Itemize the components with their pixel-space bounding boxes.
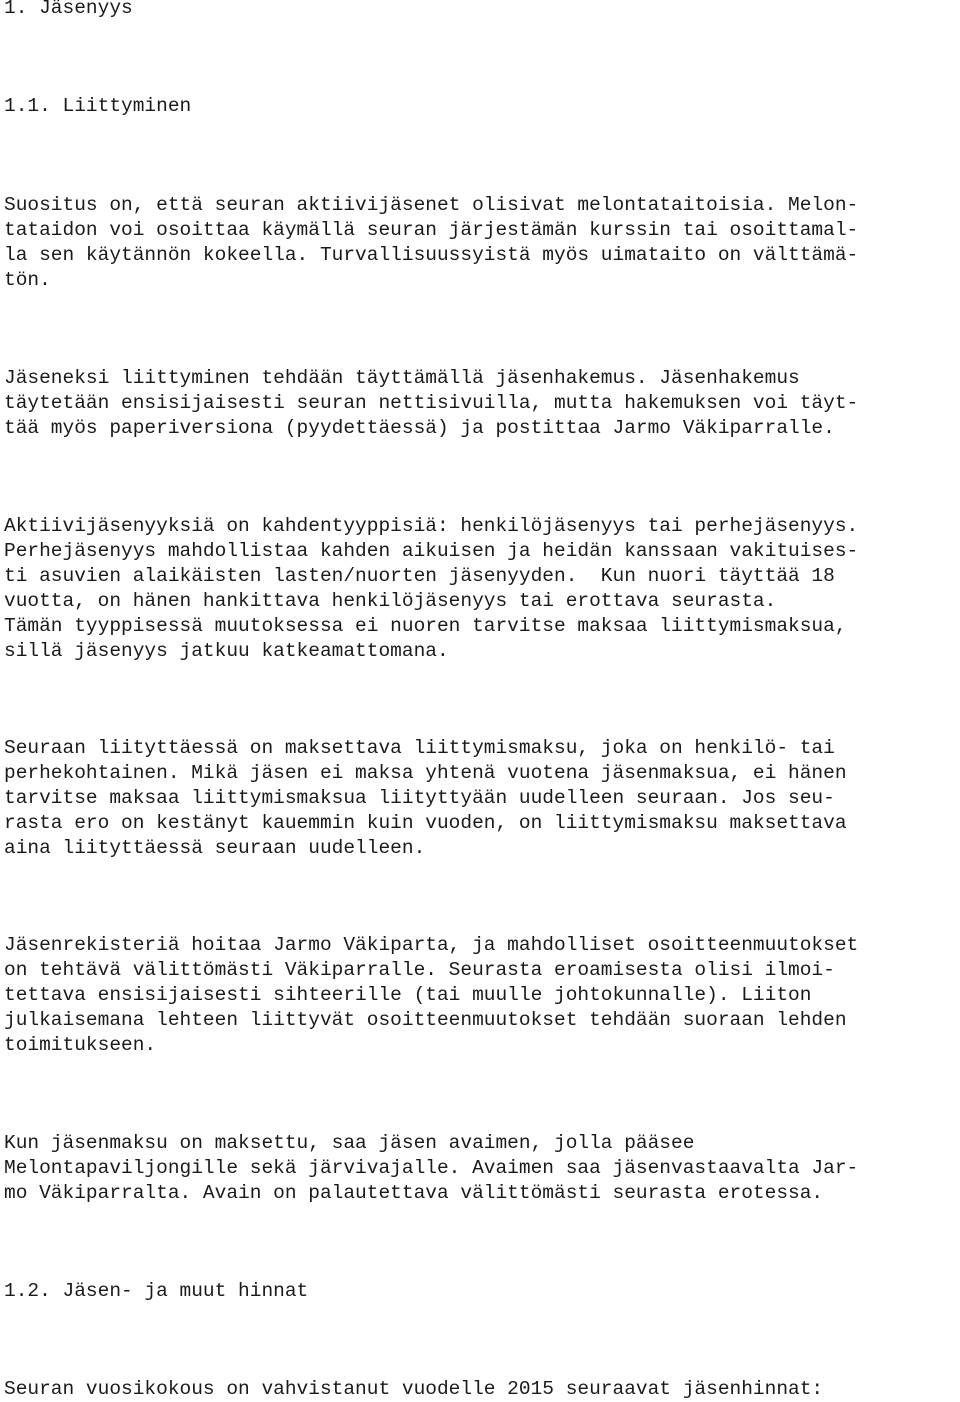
paragraph-line: Kun jäsenmaksu on maksettu, saa jäsen avaimen, jolla pääsee <box>4 1132 695 1154</box>
paragraph-line: ti asuvien alaikäisten lasten/nuorten jäsenyyden. Kun nuori täyttää 18 <box>4 565 835 587</box>
paragraph-line: on tehtävä välittömästi Väkiparralle. Seurasta eroamisesta olisi ilmoi- <box>4 959 835 981</box>
paragraph-line: Jäsenrekisteriä hoitaa Jarmo Väkiparta, ja mahdolliset osoitteenmuutokset <box>4 934 859 956</box>
paragraph-line: tataidon voi osoittaa käymällä seuran järjestämän kurssin tai osoittamal- <box>4 219 859 241</box>
paragraph-line: aina liityttäessä seuraan uudelleen. <box>4 837 426 859</box>
paragraph-line: Perhejäsenyys mahdollistaa kahden aikuisen ja heidän kanssaan vakituises- <box>4 540 859 562</box>
paragraph-line: Jäseneksi liittyminen tehdään täyttämällä jäsenhakemus. Jäsenhakemus <box>4 367 800 389</box>
paragraph-line: tarvitse maksaa liittymismaksua liityttyään uudelleen seuraan. Jos seu- <box>4 787 835 809</box>
heading-liittyminen: 1.1. Liittyminen <box>4 95 192 117</box>
paragraph-line: täytetään ensisijaisesti seuran nettisivuilla, mutta hakemuksen voi täyt- <box>4 392 859 414</box>
paragraph-line: tettava ensisijaisesti sihteerille (tai muulle johtokunnalle). Liiton <box>4 984 812 1006</box>
paragraph-line: Aktiivijäsenyyksiä on kahdentyyppisiä: henkilöjäsenyys tai perhejäsenyys. <box>4 515 859 537</box>
paragraph-line: tää myös paperiversiona (pyydettäessä) ja postittaa Jarmo Väkiparralle. <box>4 417 835 439</box>
paragraph-line: perhekohtainen. Mikä jäsen ei maksa yhtenä vuotena jäsenmaksua, ei hänen <box>4 762 847 784</box>
paragraph-line: Suositus on, että seuran aktiivijäsenet olisivat melontataitoisia. Melon- <box>4 194 859 216</box>
paragraph-line: rasta ero on kestänyt kauemmin kuin vuoden, on liittymismaksu maksettava <box>4 812 847 834</box>
closing-line: Seuran vuosikokous on vahvistanut vuodelle 2015 seuraavat jäsenhinnat: <box>4 1378 824 1400</box>
paragraph-line: mo Väkiparralta. Avain on palautettava välittömästi seurasta erotessa. <box>4 1182 824 1204</box>
heading-jasen-ja-muut-hinnat: 1.2. Jäsen- ja muut hinnat <box>4 1280 309 1302</box>
paragraph-line: Melontapaviljongille sekä järvivajalle. Avaimen saa jäsenvastaavalta Jar- <box>4 1157 859 1179</box>
heading-jasenyys: 1. Jäsenyys <box>4 0 133 19</box>
paragraph-line: la sen käytännön kokeella. Turvallisuussyistä myös uimataito on välttämä- <box>4 244 859 266</box>
paragraph-line: sillä jäsenyys jatkuu katkeamattomana. <box>4 640 449 662</box>
paragraph-line: vuotta, on hänen hankittava henkilöjäsenyys tai erottava seurasta. <box>4 590 777 612</box>
paragraph-line: toimitukseen. <box>4 1034 157 1056</box>
paragraph-line: Seuraan liityttäessä on maksettava liittymismaksu, joka on henkilö- tai <box>4 737 835 759</box>
paragraph-line: tön. <box>4 269 51 291</box>
paragraph-line: julkaisemana lehteen liittyvät osoitteenmuutokset tehdään suoraan lehden <box>4 1009 847 1031</box>
paragraph-line: Tämän tyyppisessä muutoksessa ei nuoren tarvitse maksaa liittymismaksua, <box>4 615 847 637</box>
